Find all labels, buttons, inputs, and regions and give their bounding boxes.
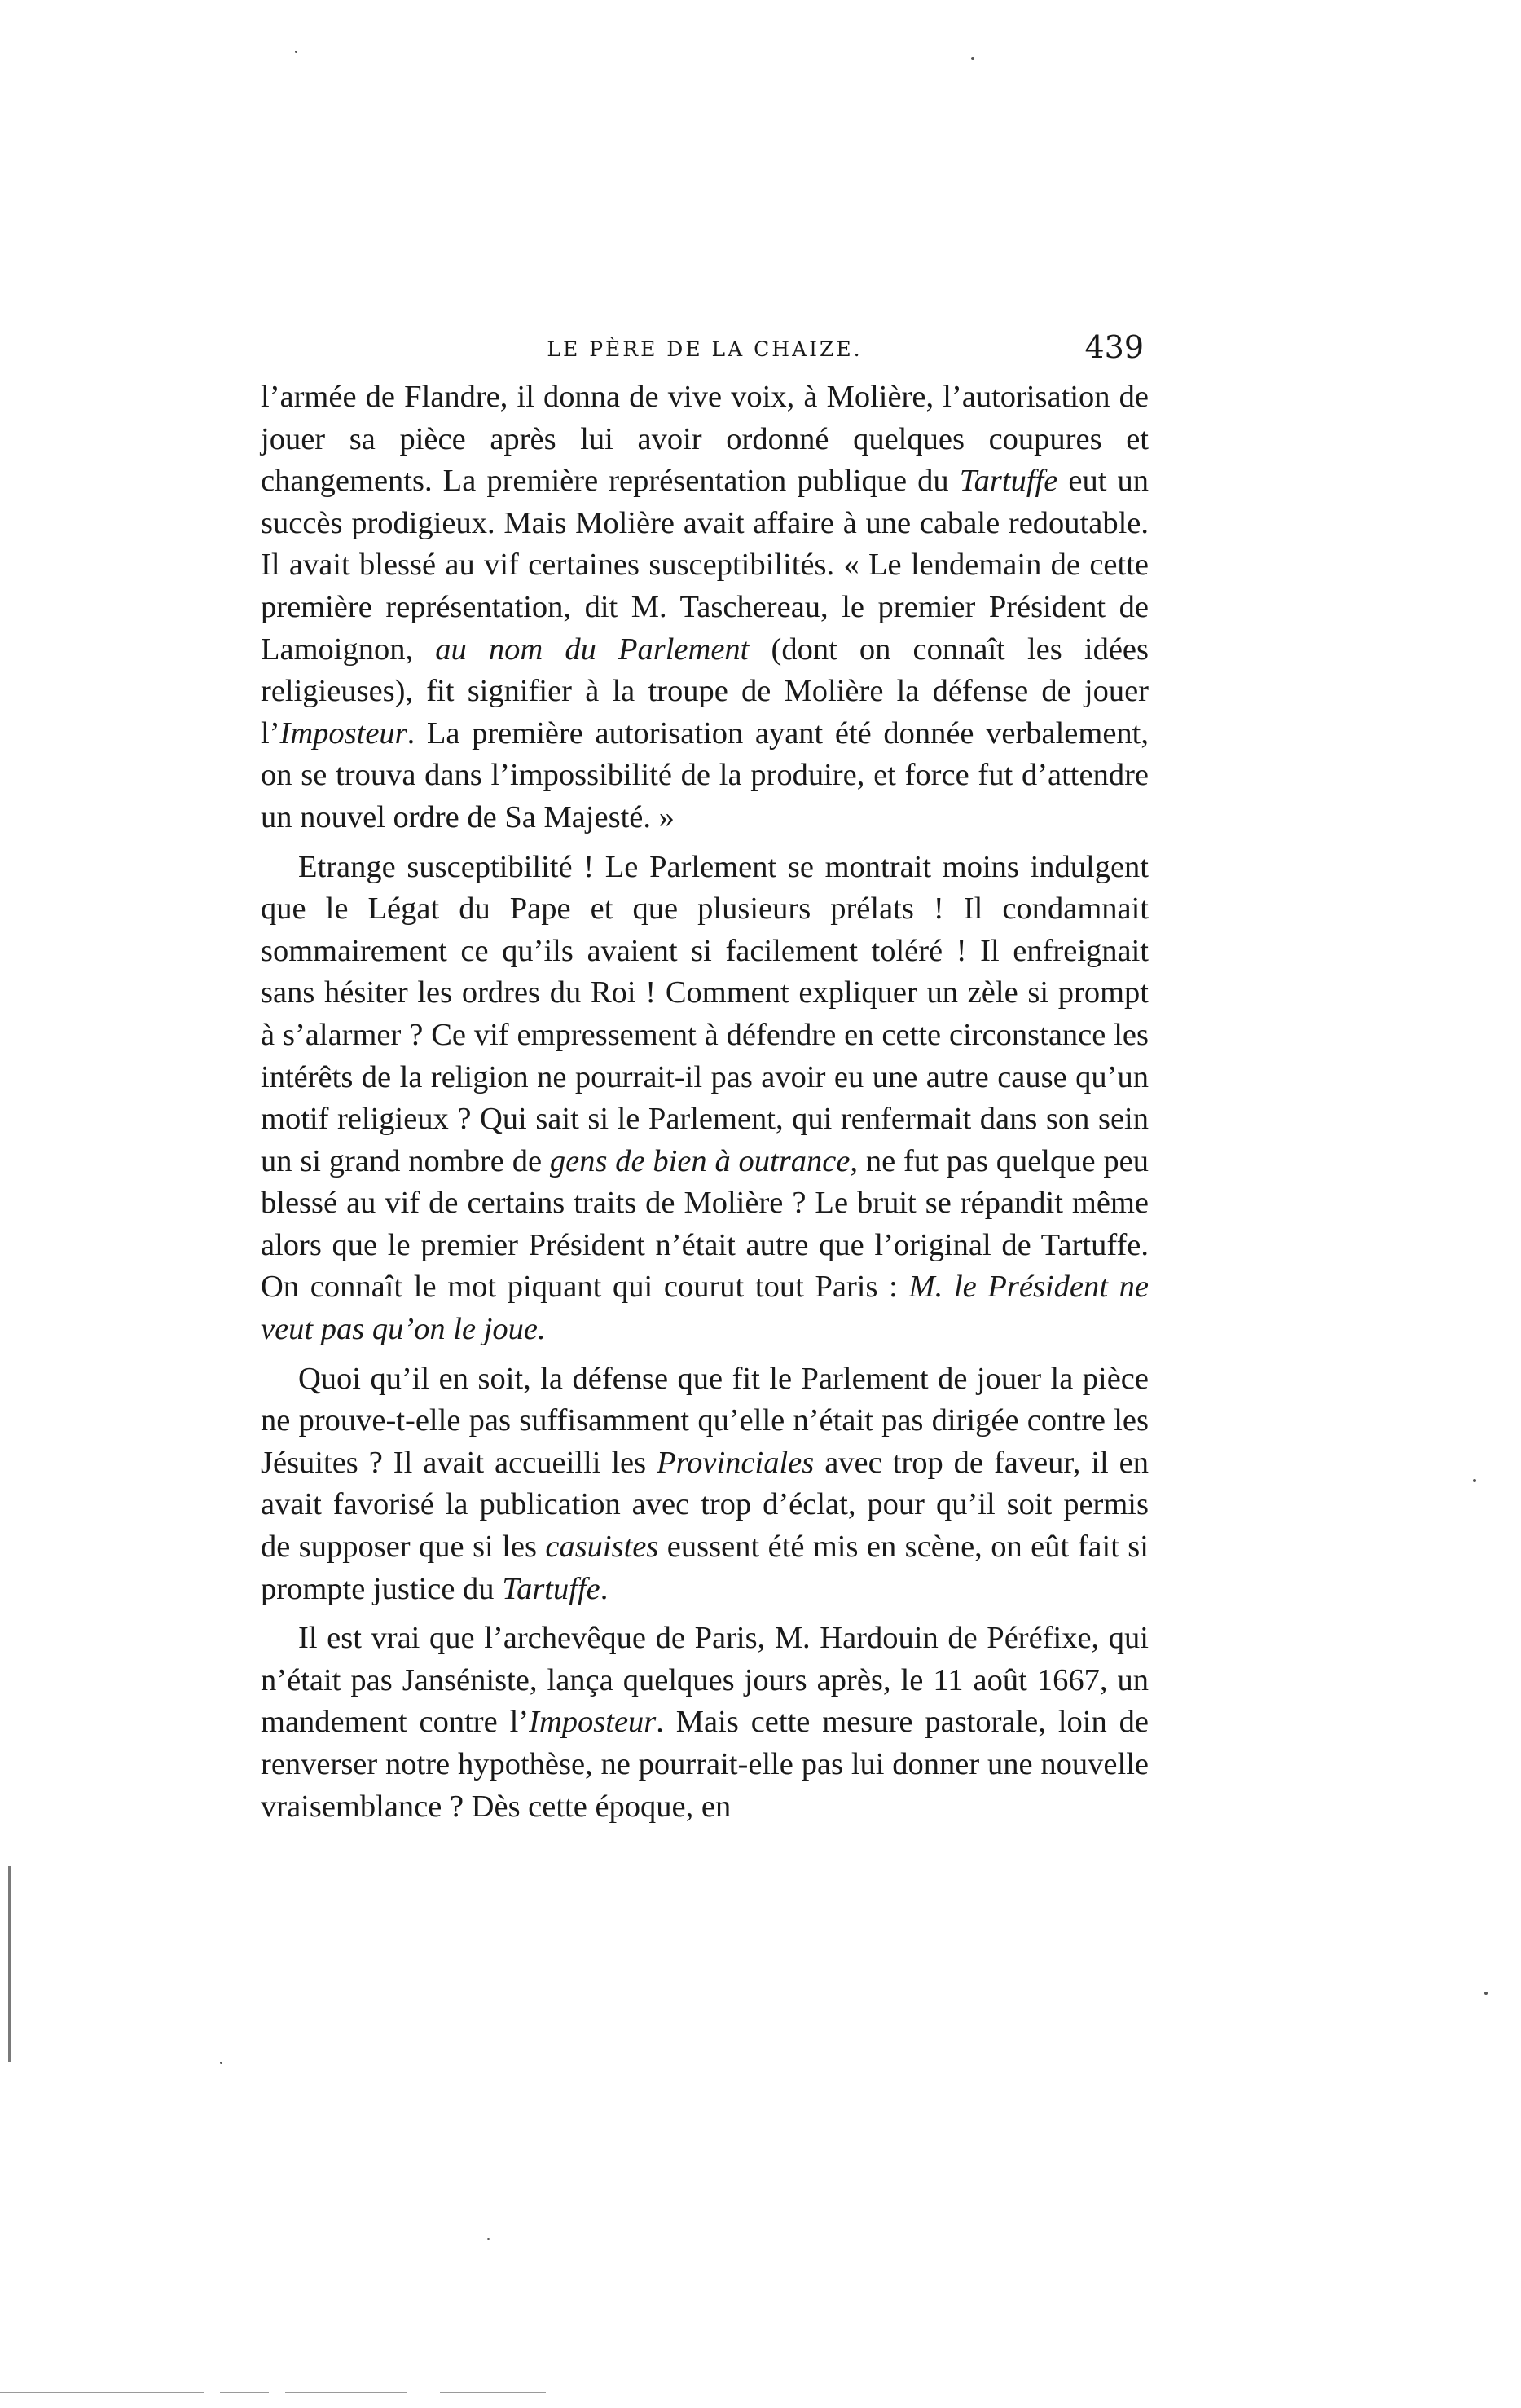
italic-title: Imposteur [279,715,407,751]
scan-edge-mark [8,1866,11,2062]
scan-speck [1473,1479,1476,1482]
scan-speck [487,2238,490,2240]
running-title: LE PÈRE DE LA CHAIZE. [547,337,863,361]
italic-word: casuistes [545,1530,659,1565]
paragraph-3 [261,1358,1149,1611]
page-number: 439 [1084,329,1144,365]
scan-bottom-line [220,2392,269,2393]
paragraph-2 [261,847,1149,1351]
text-run: , ne fut pas quelque peu blessé au vif de certains traits de Molière ? Le bruit se répandit même alors que le premier Président n’était autre que l’original de Tartuffe. On connaît le mot piquant qui courut tout Paris : [261,1143,1149,1305]
italic-quote: M. le Président ne veut pas qu’on le joue. [261,1270,1149,1347]
text-run: . [600,1571,609,1606]
text-run: avec trop de faveur, il en avait favorisé la publication avec trop d’éclat, pour qu’il soit permis de supposer que si les [261,1445,1149,1565]
text-run: eut un succès prodigieux. Mais Molière avait affaire à une cabale redoutable. Il avait blessé au vif certaines susceptibilités. « Le lendemain de cette première représentation, dit M. Taschereau, le premier Président de Lamoignon, [261,464,1149,667]
text-run: (dont on connaît les idées religieuses), fit signifier à la troupe de Molière la défense de jouer l’ [261,632,1149,751]
italic-phrase: au nom du Parlement [435,632,750,667]
page-header [261,326,1149,375]
scan-speck [1484,1992,1488,1995]
scan-speck [971,57,974,60]
italic-title: Tartuffe [959,464,1058,499]
text-run: Etrange susceptibilité ! Le Parlement se montrait moins indulgent que le Légat du Pape et que plusieurs prélats ! Il condamnait sommairement ce qu’ils avaient si facilement toléré ! Il enfreignait sans hésiter les ordres du Roi ! Comment expliquer un zèle si prompt à s’alarmer ? Ce vif empressement à défendre en cette circonstance les intérêts de la religion ne pourrait-il pas avoir eu une autre cause qu’un motif religieux ? Qui sait si le Parlement, qui renfermait dans son sein un si grand nombre de [261,849,1149,1178]
paragraph-4 [261,1618,1149,1828]
text-run: Il est vrai que l’archevêque de Paris, M. Hardouin de Péréfixe, qui n’était pas Janséniste, lança quelques jours après, le 11 août 1667, un mandement contre l’ [261,1621,1149,1740]
italic-title: Provinciales [657,1445,815,1480]
paragraph-1 [261,376,1149,839]
italic-phrase: gens de bien à outrance [549,1143,851,1178]
text-run: eussent été mis en scène, on eût fait si prompte justice du [261,1530,1149,1606]
scan-bottom-line [285,2392,407,2393]
text-run: . Mais cette mesure pastorale, loin de renverser notre hypothèse, ne pourrait-elle pas lui donner une nouvelle vraisemblance ? Dès cette époque, en [261,1705,1149,1824]
scan-speck [220,2062,222,2064]
text-run: Quoi qu’il en soit, la défense que fit le Parlement de jouer la pièce ne prouve-t-elle pas suffisamment qu’elle n’était pas dirigée contre les Jésuites ? Il avait accueilli les [261,1361,1149,1480]
italic-title: Imposteur [529,1705,657,1740]
text-run: l’armée de Flandre, il donna de vive voix, à Molière, l’autorisation de jouer sa pièce après lui avoir ordonné quelques coupures et changements. La première représentation publique du [261,380,1149,499]
text-run: . La première autorisation ayant été donnée verbalement, on se trouva dans l’impossibilité de la produire, et force fut d’attendre un nouvel ordre de Sa Majesté. » [261,715,1149,834]
italic-title: Tartuffe [502,1571,600,1606]
scan-bottom-line [0,2392,204,2393]
body-text [261,376,1149,1828]
scan-speck [295,51,297,53]
scan-bottom-line [440,2392,546,2393]
